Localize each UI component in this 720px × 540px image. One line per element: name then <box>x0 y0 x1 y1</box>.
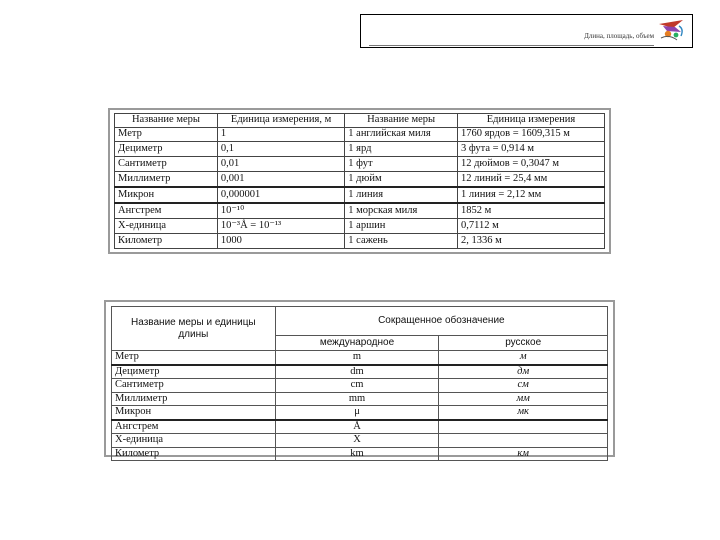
header-russian: русское <box>439 336 608 351</box>
cell-measure: Километр <box>115 234 218 249</box>
banner-title: Длина, площадь, объем <box>584 32 654 40</box>
cell-russian: мм <box>439 392 608 406</box>
cell-intl: cm <box>275 379 439 393</box>
cell-old-measure: 1 аршин <box>345 219 458 234</box>
table-row <box>115 142 605 157</box>
cell-intl: mm <box>275 392 439 406</box>
cell-value-m: 1000 <box>217 234 344 249</box>
table-row <box>112 406 608 420</box>
table-row <box>112 351 608 365</box>
cell-value-m: 0,001 <box>217 172 344 187</box>
table-row <box>112 434 608 448</box>
header-banner <box>360 14 693 48</box>
table-row <box>112 447 608 461</box>
header-unit-m: Единица измерения, м <box>217 114 344 128</box>
cell-intl: μ <box>275 406 439 420</box>
cell-value-m: 1 <box>217 127 344 142</box>
cell-russian: мк <box>439 406 608 420</box>
cell-name: Миллиметр <box>112 392 276 406</box>
table-row <box>112 392 608 406</box>
header-unit: Единица измерения <box>457 114 604 128</box>
cell-value-m: 0,1 <box>217 142 344 157</box>
logo-icon <box>657 18 689 46</box>
cell-intl: m <box>275 351 439 365</box>
cell-russian: см <box>439 379 608 393</box>
cell-intl: dm <box>275 365 439 379</box>
cell-value-m: 0,000001 <box>217 187 344 203</box>
cell-russian: м <box>439 351 608 365</box>
cell-intl: X <box>275 434 439 448</box>
table-row <box>115 157 605 172</box>
table-row <box>112 365 608 379</box>
cell-old-measure: 1 морская миля <box>345 203 458 218</box>
table-row <box>115 234 605 249</box>
cell-name: Х-единица <box>112 434 276 448</box>
table-row <box>115 127 605 142</box>
table-row <box>115 219 605 234</box>
cell-measure: Ангстрем <box>115 203 218 218</box>
header-measure-name-old: Название меры <box>345 114 458 128</box>
cell-name: Метр <box>112 351 276 365</box>
cell-measure: Дециметр <box>115 142 218 157</box>
cell-value-m: 10⁻¹⁰ <box>217 203 344 218</box>
cell-name: Ангстрем <box>112 420 276 434</box>
cell-name: Микрон <box>112 406 276 420</box>
cell-equivalent: 0,7112 м <box>457 219 604 234</box>
cell-equivalent: 1760 ярдов = 1609,315 м <box>457 127 604 142</box>
cell-old-measure: 1 фут <box>345 157 458 172</box>
cell-measure: Микрон <box>115 187 218 203</box>
cell-value-m: 10⁻³Å = 10⁻¹³ <box>217 219 344 234</box>
header-abbreviation: Сокращенное обозначение <box>275 307 607 336</box>
cell-russian <box>439 420 608 434</box>
cell-name: Километр <box>112 447 276 461</box>
cell-equivalent: 1 линия = 2,12 мм <box>457 187 604 203</box>
cell-equivalent: 12 линий = 25,4 мм <box>457 172 604 187</box>
header-international: международное <box>275 336 439 351</box>
cell-russian: км <box>439 447 608 461</box>
cell-old-measure: 1 сажень <box>345 234 458 249</box>
cell-name: Сантиметр <box>112 379 276 393</box>
cell-measure: Миллиметр <box>115 172 218 187</box>
cell-old-measure: 1 линия <box>345 187 458 203</box>
table-row <box>115 187 605 203</box>
table-row <box>112 420 608 434</box>
cell-measure: Сантиметр <box>115 157 218 172</box>
cell-intl: km <box>275 447 439 461</box>
cell-equivalent: 2, 1336 м <box>457 234 604 249</box>
header-name-and-units: Название меры и единицы длины <box>112 307 276 351</box>
cell-old-measure: 1 ярд <box>345 142 458 157</box>
header-measure-name: Название меры <box>115 114 218 128</box>
table-row <box>115 172 605 187</box>
cell-measure: Метр <box>115 127 218 142</box>
cell-equivalent: 1852 м <box>457 203 604 218</box>
cell-measure: Х-единица <box>115 219 218 234</box>
table-row <box>112 379 608 393</box>
cell-old-measure: 1 английская миля <box>345 127 458 142</box>
cell-equivalent: 3 фута = 0,914 м <box>457 142 604 157</box>
cell-value-m: 0,01 <box>217 157 344 172</box>
banner-rule <box>369 45 654 46</box>
cell-intl: Å <box>275 420 439 434</box>
length-units-table <box>108 108 611 254</box>
cell-russian: дм <box>439 365 608 379</box>
cell-old-measure: 1 дюйм <box>345 172 458 187</box>
cell-name: Дециметр <box>112 365 276 379</box>
abbreviations-table <box>104 300 615 457</box>
cell-russian <box>439 434 608 448</box>
cell-equivalent: 12 дюймов = 0,3047 м <box>457 157 604 172</box>
table-row <box>115 203 605 218</box>
